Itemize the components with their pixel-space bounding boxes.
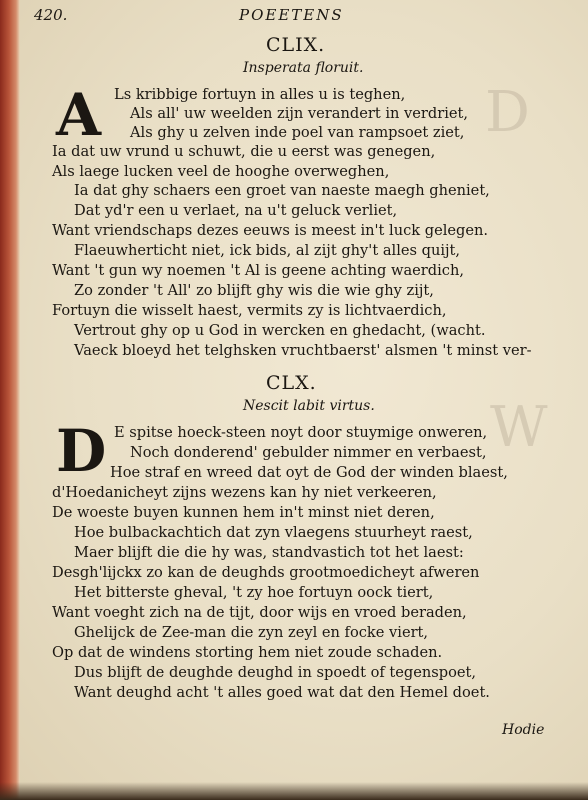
verse-line: Hoe bulbackachtich dat zyn vlaegens stuurheyt raest, [74,524,473,541]
show-through-initial: D [485,80,530,145]
verse-line: Want vriendschaps dezes eeuws is meest in't luck gelegen. [52,222,489,239]
poem-motto: Nescit labit virtus. [243,398,375,414]
poem-heading: CLX. [266,372,317,394]
catchword: Hodie [502,722,545,738]
verse-line: Fortuyn die wisselt haest, vermits zy is lichtvaerdich, [52,302,447,319]
verse-line: Ls kribbige fortuyn in alles u is teghen, [114,86,406,103]
verse-line: Ghelijck de Zee-man die zyn zeyl en focke viert, [74,624,429,641]
verse-line: De woeste buyen kunnen hem in't minst niet deren, [52,504,435,521]
verse-line: Dus blijft de deughde deughd in spoedt of tegenspoet, [74,664,477,681]
verse-line: Als laege lucken veel de hooghe overweghen, [52,163,390,180]
verse-line: Maer blijft die die hy was, standvastich tot het laest: [74,544,464,561]
verse-line: Want deughd acht 't alles goed wat dat den Hemel doet. [74,684,490,701]
verse-line: Vertrout ghy op u God in wercken en ghedacht, (wacht. [74,322,486,339]
book-spine-edge [0,0,20,800]
page-number: 420. [34,6,68,24]
verse-line: Flaeuwherticht niet, ick bids, al zijt ghy't alles quijt, [74,242,461,259]
verse-line: Desgh'lijckx zo kan de deughds grootmoedicheyt afweren [52,564,480,581]
verse-line: Als ghy u zelven inde poel van rampsoet ziet, [130,124,465,141]
poem-motto: Insperata floruit. [243,60,364,76]
verse-line: Vaeck bloeyd het telghsken vruchtbaerst' alsmen 't minst ver- [74,342,532,359]
verse-line: Want 't gun wy noemen 't Al is geene achting waerdich, [52,262,464,279]
verse-line: Dat yd'r een u verlaet, na u't geluck verliet, [74,202,398,219]
verse-line: Ia dat ghy schaers een groet van naeste maegh gheniet, [74,182,490,199]
verse-line: Want voeght zich na de tijt, door wijs en vroed beraden, [52,604,467,621]
page-bottom-edge [0,782,588,800]
drop-cap: D [56,417,107,485]
verse-line: Op dat de windens storting hem niet zoude schaden. [52,644,443,661]
verse-line: Het bitterste gheval, 't zy hoe fortuyn oock tiert, [74,584,434,601]
verse-line: d'Hoedanicheyt zijns wezens kan hy niet verkeeren, [52,484,437,501]
verse-line: Noch donderend' gebulder nimmer en verbaest, [130,444,487,461]
verse-line: Als all' uw weelden zijn verandert in verdriet, [130,105,469,122]
running-title: POEETENS [239,6,344,24]
verse-line: Hoe straf en wreed dat oyt de God der winden blaest, [110,464,508,481]
show-through-initial: W [490,395,548,460]
verse-line: E spitse hoeck-steen noyt door stuymige onweren, [114,424,488,441]
verse-line: Zo zonder 't All' zo blijft ghy wis die wie ghy zijt, [74,282,434,299]
drop-cap: A [56,81,102,149]
poem-heading: CLIX. [266,34,326,56]
verse-line: Ia dat uw vrund u schuwt, die u eerst was genegen, [52,143,436,160]
page-header [34,6,568,24]
